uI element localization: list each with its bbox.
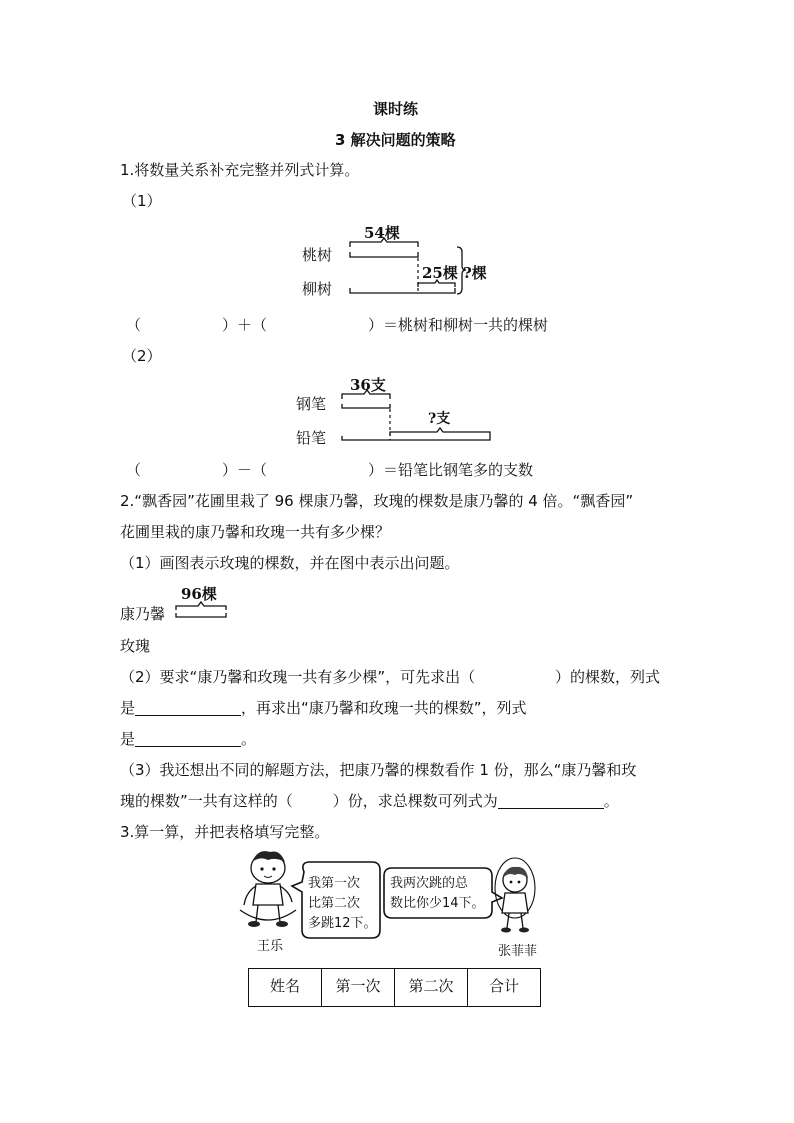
q1-formula2-mid: ）－（ bbox=[222, 461, 268, 479]
girl-bubble-line-1: 我两次跳的总 bbox=[390, 876, 469, 891]
table-header-second: 第二次 bbox=[395, 969, 468, 1007]
q2-sub2-d: ，再求出“康乃馨和玫瑰一共的棵数”，列式 bbox=[241, 699, 527, 717]
q1-d1-diff-value: 25棵 bbox=[422, 264, 458, 282]
q2-sub2-e: 是 bbox=[120, 730, 136, 748]
girl-name: 张菲菲 bbox=[498, 944, 538, 959]
q1-formula2-end: ）＝铅笔比钢笔多的支数 bbox=[368, 461, 534, 479]
q3-prompt: 3.算一算，并把表格填写完整。 bbox=[120, 823, 330, 841]
boy-bubble-line-3: 多跳12下。 bbox=[308, 916, 377, 931]
table-header-name: 姓名 bbox=[249, 969, 322, 1007]
q2-line2: 花圃里栽的康乃馨和玫瑰一共有多少棵？ bbox=[120, 523, 391, 541]
table-header-row bbox=[249, 969, 541, 1007]
q1-d1-total: ?棵 bbox=[463, 264, 487, 282]
girl-bubble-line-2: 数比你少14下。 bbox=[390, 896, 485, 911]
q1-prompt: 1.将数量关系补充完整并列式计算。 bbox=[120, 161, 360, 179]
q2-sub3-b: 瑰的棵数”一共有这样的（ bbox=[120, 792, 293, 810]
q1-d2-top-value: 36支 bbox=[350, 376, 386, 394]
q1-formula1-mid: ）＋（ bbox=[222, 316, 268, 334]
q1-formula1-open: （ bbox=[126, 316, 142, 334]
q1-part2-label: （2） bbox=[122, 347, 162, 365]
q2-sub3-d: 。 bbox=[603, 792, 619, 810]
q2-sub3-a: （3）我还想出不同的解题方法，把康乃馨的棵数看作 1 份，那么“康乃馨和玫 bbox=[120, 761, 637, 779]
q1-part1-label: （1） bbox=[122, 192, 162, 210]
q2-row1-label: 康乃馨 bbox=[120, 605, 166, 623]
q1-d2-row1-label: 钢笔 bbox=[296, 395, 327, 413]
q1-d2-row2-label: 铅笔 bbox=[296, 429, 327, 447]
q1-d1-row1-label: 桃树 bbox=[302, 246, 333, 264]
q2-sub2-f: 。 bbox=[241, 730, 257, 748]
q2-sub1: （1）画图表示玫瑰的棵数，并在图中表示出问题。 bbox=[120, 554, 460, 572]
q1-d2-diff-value: ?支 bbox=[428, 411, 451, 427]
score-table bbox=[248, 968, 541, 1007]
page-title: 课时练 bbox=[373, 100, 419, 118]
boy-bubble-line-2: 比第二次 bbox=[308, 896, 361, 911]
q2-sub2-a: （2）要求“康乃馨和玫瑰一共有多少棵”，可先求出（ bbox=[120, 668, 476, 686]
table-header-first: 第一次 bbox=[322, 969, 395, 1007]
q1-formula1-end: ）＝桃树和柳树一共的棵树 bbox=[368, 316, 549, 334]
q2-sub3-c: ）份，求总棵数可列式为 bbox=[332, 792, 498, 810]
q1-d1-row2-label: 柳树 bbox=[302, 280, 333, 298]
boy-name: 王乐 bbox=[257, 939, 284, 954]
q2-row2-label: 玫瑰 bbox=[120, 637, 151, 655]
q1-d1-top-value: 54棵 bbox=[364, 224, 400, 242]
q1-formula2-open: （ bbox=[126, 461, 142, 479]
q2-sub2-c: 是 bbox=[120, 699, 136, 717]
q2-line1: 2.“飘香园”花圃里栽了 96 棵康乃馨，玫瑰的棵数是康乃馨的 4 倍。“飘香园” bbox=[120, 492, 634, 510]
q2-diagram-value: 96棵 bbox=[181, 585, 217, 603]
table-header-total: 合计 bbox=[468, 969, 541, 1007]
boy-bubble-line-1: 我第一次 bbox=[308, 876, 361, 891]
q2-sub2-b: ）的棵数，列式 bbox=[555, 668, 661, 686]
page-subtitle: 3 解决问题的策略 bbox=[335, 131, 456, 149]
